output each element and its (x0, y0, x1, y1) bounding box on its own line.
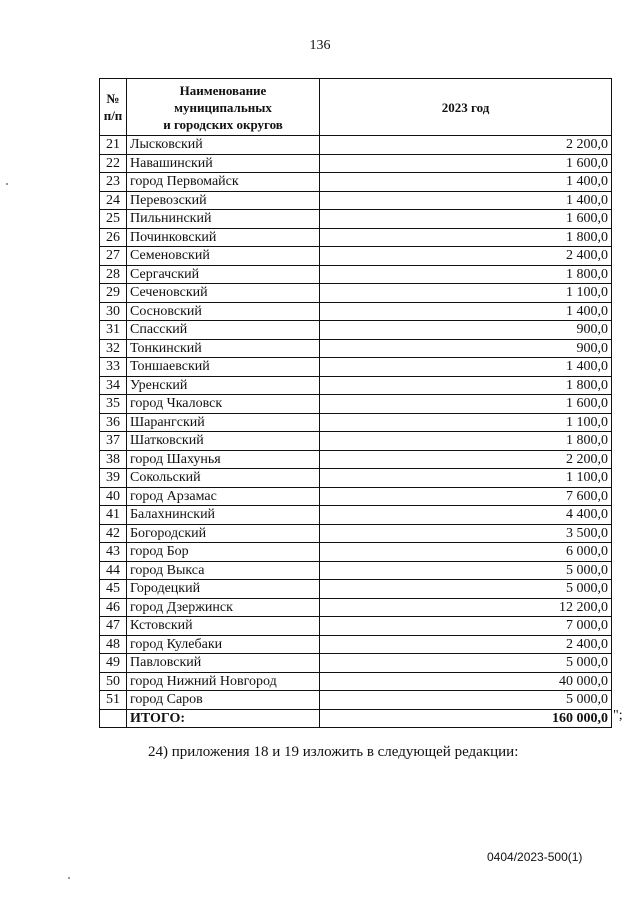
header-name-line3: и городских округов (163, 116, 283, 132)
municipality-name: Пильнинский (127, 210, 320, 229)
row-number: 32 (100, 339, 127, 358)
municipality-name: Сеченовский (127, 284, 320, 303)
table-row (100, 654, 612, 673)
municipality-name: город Первомайск (127, 173, 320, 192)
amount-value: 2 200,0 (320, 450, 612, 469)
table-row (100, 543, 612, 562)
row-number: 26 (100, 228, 127, 247)
header-municipality (127, 79, 320, 136)
row-number: 38 (100, 450, 127, 469)
header-year: 2023 год (320, 79, 612, 136)
amount-value: 2 400,0 (320, 635, 612, 654)
municipality-name: город Нижний Новгород (127, 672, 320, 691)
table-row (100, 247, 612, 266)
total-number-cell (100, 709, 127, 728)
row-number: 21 (100, 136, 127, 155)
table-row (100, 395, 612, 414)
table-row (100, 450, 612, 469)
municipality-name: Спасский (127, 321, 320, 340)
amount-value: 1 600,0 (320, 154, 612, 173)
header-number-line1: № (106, 91, 120, 106)
municipality-name: город Выкса (127, 561, 320, 580)
row-number: 46 (100, 598, 127, 617)
total-value: 160 000,0 (320, 709, 612, 728)
municipality-name: Кстовский (127, 617, 320, 636)
instruction-text: 24) приложения 18 и 19 изложить в следующей редакции: (148, 744, 519, 760)
row-number: 39 (100, 469, 127, 488)
amount-value: 1 100,0 (320, 469, 612, 488)
amount-value: 7 000,0 (320, 617, 612, 636)
table-row (100, 376, 612, 395)
municipality-name: Сосновский (127, 302, 320, 321)
amount-value: 900,0 (320, 321, 612, 340)
row-number: 28 (100, 265, 127, 284)
table-row (100, 672, 612, 691)
row-number: 49 (100, 654, 127, 673)
row-number: 23 (100, 173, 127, 192)
amount-value: 2 400,0 (320, 247, 612, 266)
document-code: 0404/2023-500(1) (487, 850, 583, 864)
amount-value: 1 400,0 (320, 358, 612, 377)
row-number: 36 (100, 413, 127, 432)
row-number: 31 (100, 321, 127, 340)
municipality-name: Сокольский (127, 469, 320, 488)
amount-value: 1 800,0 (320, 376, 612, 395)
scan-speck (68, 877, 70, 879)
table-row (100, 598, 612, 617)
table-row (100, 173, 612, 192)
table-header-row (100, 79, 612, 136)
municipality-name: Шатковский (127, 432, 320, 451)
table-row (100, 413, 612, 432)
municipality-name: город Саров (127, 691, 320, 710)
municipality-name: город Дзержинск (127, 598, 320, 617)
amount-value: 3 500,0 (320, 524, 612, 543)
table-row (100, 469, 612, 488)
row-number: 33 (100, 358, 127, 377)
municipality-name: город Арзамас (127, 487, 320, 506)
table-row (100, 154, 612, 173)
amount-value: 1 800,0 (320, 432, 612, 451)
amount-value: 5 000,0 (320, 580, 612, 599)
header-name-line2: муниципальных (174, 99, 272, 115)
header-number-line2: п/п (103, 108, 123, 123)
amount-value: 7 600,0 (320, 487, 612, 506)
municipality-name: Семеновский (127, 247, 320, 266)
municipality-name: Городецкий (127, 580, 320, 599)
table-row (100, 635, 612, 654)
table-row (100, 265, 612, 284)
scan-speck (6, 183, 8, 185)
table-row (100, 284, 612, 303)
amount-value: 1 400,0 (320, 173, 612, 192)
municipality-name: Павловский (127, 654, 320, 673)
table-row (100, 302, 612, 321)
municipality-name: Балахнинский (127, 506, 320, 525)
total-row (100, 709, 612, 728)
municipality-name: город Бор (127, 543, 320, 562)
amount-value: 5 000,0 (320, 691, 612, 710)
row-number: 22 (100, 154, 127, 173)
table-row (100, 561, 612, 580)
row-number: 24 (100, 191, 127, 210)
amount-value: 1 100,0 (320, 284, 612, 303)
amount-value: 1 400,0 (320, 302, 612, 321)
municipality-name: город Кулебаки (127, 635, 320, 654)
amount-value: 1 600,0 (320, 210, 612, 229)
municipality-name: Перевозский (127, 191, 320, 210)
row-number: 34 (100, 376, 127, 395)
table-row (100, 432, 612, 451)
municipality-name: Лысковский (127, 136, 320, 155)
table-row (100, 191, 612, 210)
row-number: 25 (100, 210, 127, 229)
amount-value: 1 800,0 (320, 228, 612, 247)
allocation-table (99, 78, 612, 728)
row-number: 30 (100, 302, 127, 321)
table-row (100, 691, 612, 710)
header-number (100, 79, 127, 136)
table-row (100, 321, 612, 340)
amount-value: 900,0 (320, 339, 612, 358)
table-row (100, 136, 612, 155)
amount-value: 1 600,0 (320, 395, 612, 414)
municipality-name: Уренский (127, 376, 320, 395)
municipality-name: Навашинский (127, 154, 320, 173)
total-label: ИТОГО: (127, 709, 320, 728)
table-row (100, 228, 612, 247)
table-row (100, 524, 612, 543)
amount-value: 1 800,0 (320, 265, 612, 284)
row-number: 40 (100, 487, 127, 506)
municipality-name: Шарангский (127, 413, 320, 432)
amount-value: 5 000,0 (320, 654, 612, 673)
row-number: 47 (100, 617, 127, 636)
municipality-name: город Шахунья (127, 450, 320, 469)
row-number: 51 (100, 691, 127, 710)
municipality-name: город Чкаловск (127, 395, 320, 414)
amount-value: 1 100,0 (320, 413, 612, 432)
row-number: 42 (100, 524, 127, 543)
table-row (100, 210, 612, 229)
page-number: 136 (309, 38, 331, 53)
amount-value: 6 000,0 (320, 543, 612, 562)
row-number: 35 (100, 395, 127, 414)
header-name-line1: Наименование (179, 82, 267, 98)
row-number: 43 (100, 543, 127, 562)
amount-value: 1 400,0 (320, 191, 612, 210)
row-number: 48 (100, 635, 127, 654)
table-row (100, 339, 612, 358)
amount-value: 4 400,0 (320, 506, 612, 525)
municipality-name: Тонкинский (127, 339, 320, 358)
amount-value: 12 200,0 (320, 598, 612, 617)
row-number: 50 (100, 672, 127, 691)
table-row (100, 506, 612, 525)
row-number: 45 (100, 580, 127, 599)
municipality-name: Починковский (127, 228, 320, 247)
table-row (100, 580, 612, 599)
row-number: 44 (100, 561, 127, 580)
row-number: 27 (100, 247, 127, 266)
amount-value: 40 000,0 (320, 672, 612, 691)
municipality-name: Тоншаевский (127, 358, 320, 377)
municipality-name: Богородский (127, 524, 320, 543)
table-row (100, 358, 612, 377)
amount-value: 5 000,0 (320, 561, 612, 580)
row-number: 29 (100, 284, 127, 303)
amount-value: 2 200,0 (320, 136, 612, 155)
row-number: 41 (100, 506, 127, 525)
table-row (100, 487, 612, 506)
row-number: 37 (100, 432, 127, 451)
table-body (100, 136, 612, 710)
closing-quote: "; (613, 708, 623, 723)
municipality-name: Сергачский (127, 265, 320, 284)
table-row (100, 617, 612, 636)
